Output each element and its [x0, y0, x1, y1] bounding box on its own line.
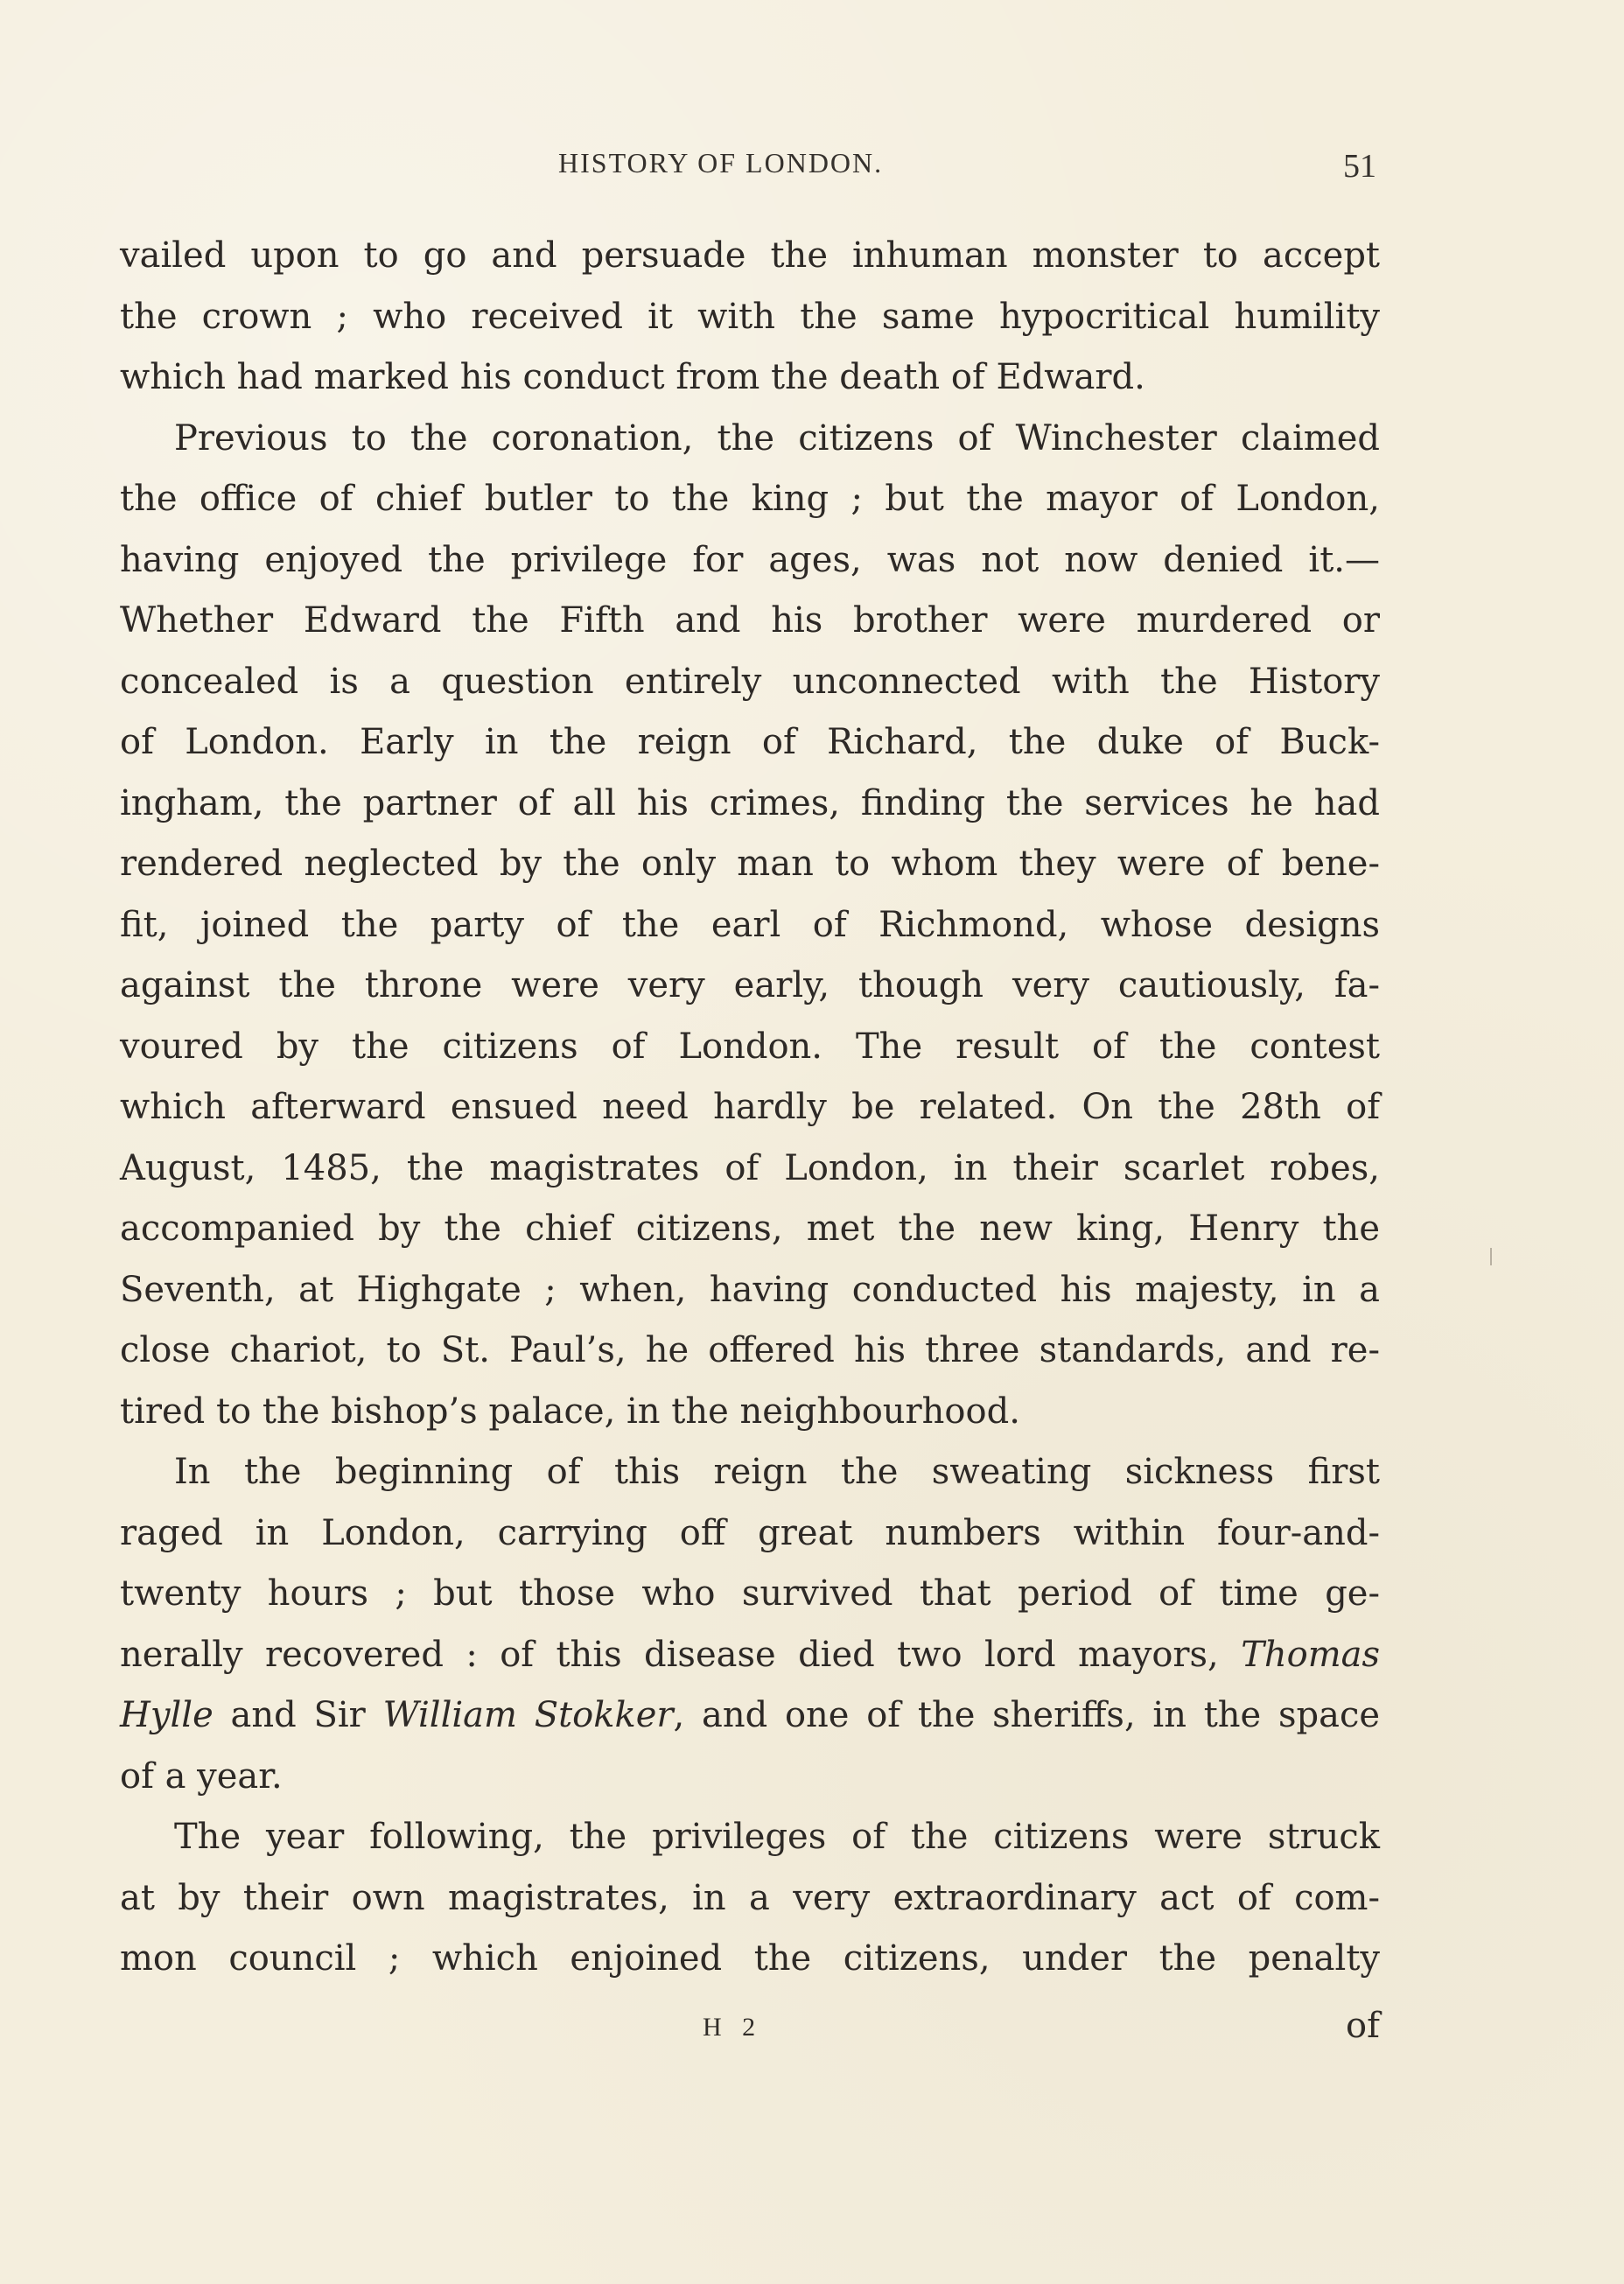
paragraph-first-line: The year following, the privileges of the citizens were struck [174, 1817, 1380, 1857]
text-line: having enjoyed the privilege for ages, was not now denied it.— [120, 539, 1380, 580]
text-line: vailed upon to go and persuade the inhuman monster to accept [120, 235, 1380, 276]
text-line: ingham, the partner of all his crimes, finding the services he had [120, 782, 1380, 823]
signature-mark: H 2 [703, 2013, 763, 2042]
text-line: accompanied by the chief citizens, met the new king, Henry the [120, 1209, 1380, 1249]
page-footer [0, 2004, 1624, 2056]
text-line: the crown ; who received it with the same hypocritical humility [120, 296, 1380, 337]
text-fragment: and Sir [230, 1695, 366, 1735]
text-line: mon council ; which enjoined the citizens, under the penalty [120, 1938, 1380, 1979]
text-line-with-italic-names [120, 1685, 1380, 1747]
text-line: concealed is a question entirely unconnected with the History [120, 661, 1380, 702]
italic-name-william-stokker: William Stokker [382, 1695, 674, 1735]
text-line: which afterward ensued need hardly be related. On the 28th of [120, 1087, 1380, 1127]
text-line: tired to the bishop’s palace, in the neighbourhood. [120, 1391, 1020, 1432]
text-line: at by their own magistrates, in a very extraordinary act of com- [120, 1877, 1380, 1918]
text-line: of a year. [120, 1755, 283, 1797]
page-number: 51 [1343, 148, 1376, 185]
text-line: of London. Early in the reign of Richard, the duke of Buck- [120, 722, 1380, 762]
catchword: of [1346, 2006, 1380, 2046]
text-line: which had marked his conduct from the death of Edward. [120, 357, 1145, 397]
text-line: rendered neglected by the only man to whom they were of bene- [120, 844, 1380, 884]
text-line: Whether Edward the Fifth and his brother were murdered or [120, 600, 1380, 641]
paragraph-first-line: Previous to the coronation, the citizens of Winchester claimed [174, 417, 1380, 459]
text-line: fit, joined the party of the earl of Richmond, whose designs [120, 904, 1380, 945]
text-fragment: , and one of the sheriffs, in the space [673, 1695, 1381, 1735]
text-fragment: nerally recovered : of this disease died two lord mayors, [120, 1634, 1219, 1675]
text-line: August, 1485, the magistrates of London, in their scarlet robes, [120, 1147, 1380, 1188]
body-text [120, 226, 1380, 1990]
text-line: close chariot, to St. Paul’s, he offered his three standards, and re- [120, 1330, 1380, 1370]
italic-name-thomas: Thomas [1241, 1634, 1381, 1675]
text-line: raged in London, carrying off great numbers within four-and- [120, 1512, 1380, 1553]
text-line: the office of chief butler to the king ; but the mayor of London, [120, 479, 1380, 519]
running-title: HISTORY OF LONDON. [558, 147, 884, 179]
paragraph-first-line: In the beginning of this reign the sweating sickness first [174, 1452, 1380, 1492]
running-head [0, 140, 1624, 193]
text-line: Seventh, at Highgate ; when, having conducted his majesty, in a [120, 1269, 1380, 1310]
paper-mark [1490, 1248, 1492, 1265]
text-line: against the throne were very early, though very cautiously, fa- [120, 965, 1380, 1005]
text-line: voured by the citizens of London. The result of the contest [120, 1026, 1380, 1067]
text-line: twenty hours ; but those who survived that period of time ge- [120, 1573, 1380, 1614]
text-line-with-italic-name [120, 1625, 1380, 1686]
italic-name-hylle: Hylle [120, 1695, 214, 1735]
